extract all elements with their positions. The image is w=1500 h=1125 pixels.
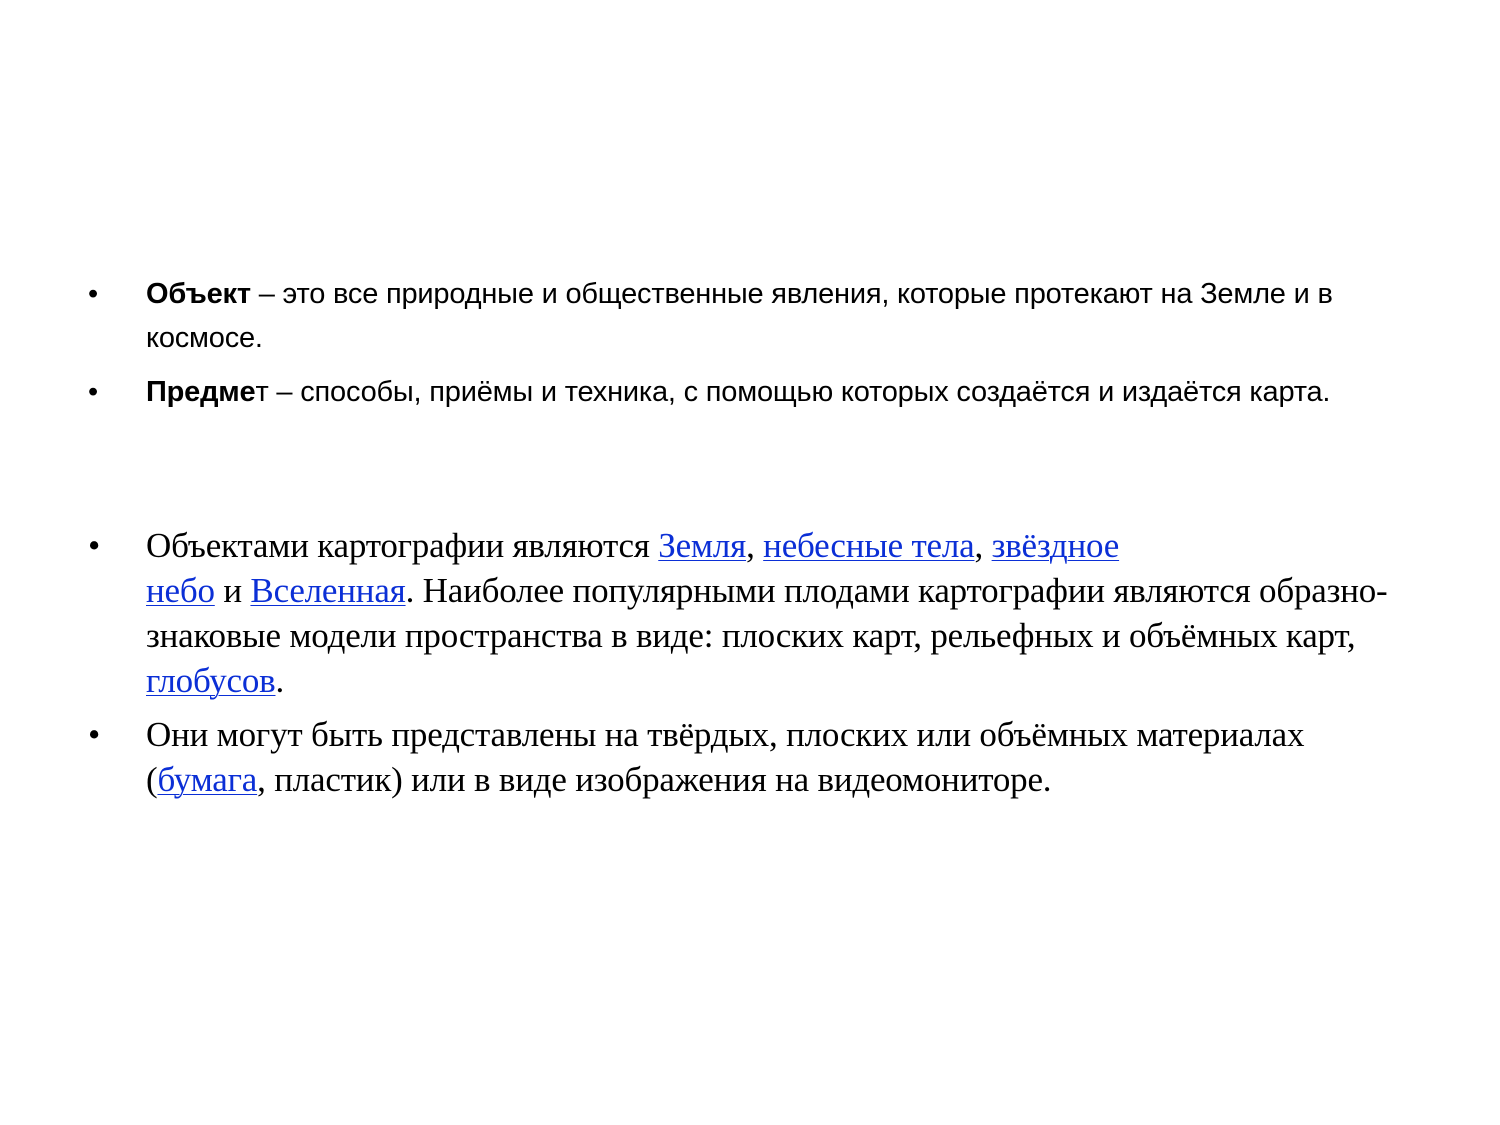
bullet-icon: •: [88, 278, 98, 310]
link-starry-sky-part-2[interactable]: небо: [146, 571, 215, 610]
bullet-icon: •: [88, 715, 101, 754]
text-part: и: [214, 571, 251, 610]
subject-text: т – способы, приёмы и техника, с помощью которых создаётся и издаётся карта.: [255, 376, 1331, 408]
subject-definition: [146, 370, 1418, 414]
object-definition: [146, 272, 1418, 360]
bullet-icon: •: [88, 526, 101, 565]
link-earth[interactable]: Земля: [658, 526, 747, 565]
term-subject: Предме: [146, 376, 256, 408]
link-globes[interactable]: глобусов: [146, 661, 276, 700]
cartography-objects-text: [146, 523, 1418, 703]
text-part: .: [275, 661, 285, 700]
object-text: – это все природные и общественные явления, которые протекают на Земле и в космосе.: [146, 278, 1333, 354]
materials-text: [146, 712, 1418, 802]
list-item-subject: [88, 370, 1418, 414]
link-starry-sky-part-1[interactable]: звёздное: [991, 526, 1120, 565]
text-part: Они могут быть представлены на твёрдых, плоских или объёмных материалах (: [146, 715, 1305, 799]
list-item-cartography-objects: [88, 523, 1418, 703]
link-paper[interactable]: бумага: [157, 760, 258, 799]
list-item-materials: [88, 712, 1418, 802]
link-universe[interactable]: Вселенная: [250, 571, 406, 610]
text-part: ,: [974, 526, 992, 565]
bullet-icon: •: [88, 376, 98, 408]
text-part: . Наиболее популярными плодами картографии являются образно-знаковые модели пространства в виде: плоских карт, рельефных и объёмных карт,: [146, 571, 1388, 655]
text-part: , пластик) или в виде изображения на видеомониторе.: [257, 760, 1052, 799]
text-part: Объектами картографии являются: [146, 526, 659, 565]
list-item-object: [88, 272, 1418, 360]
term-object: Объект: [146, 278, 251, 310]
link-celestial-bodies[interactable]: небесные тела: [763, 526, 975, 565]
text-part: ,: [746, 526, 764, 565]
